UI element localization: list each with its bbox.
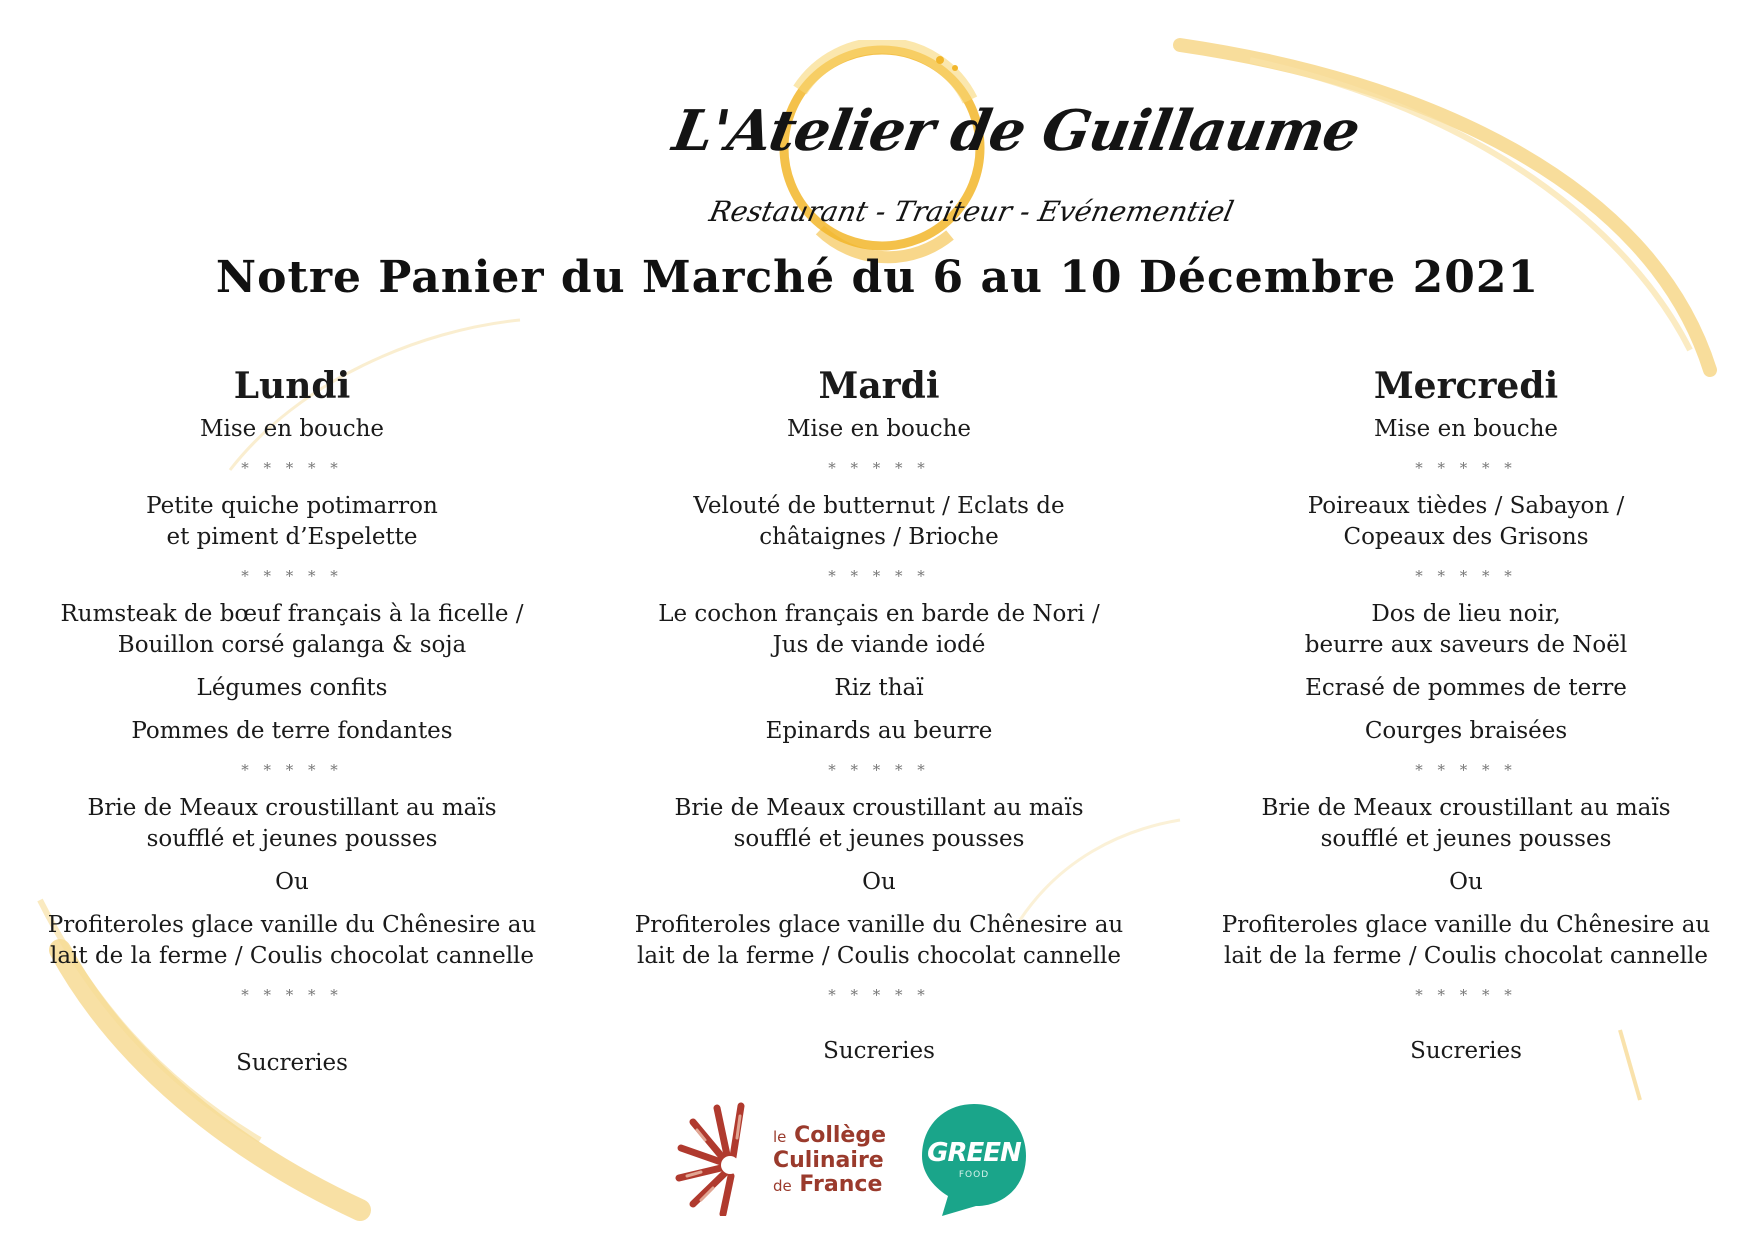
- green-food-logo: [918, 1100, 1030, 1218]
- menu-item-main-line: Jus de viande iodé: [772, 632, 986, 658]
- college-sunburst-icon: [675, 1098, 771, 1216]
- menu-item-main-line: Le cochon français en barde de Nori /: [658, 601, 1100, 627]
- menu-item-cheese-line: Brie de Meaux croustillant au maïs: [87, 795, 497, 821]
- separator: * * * * *: [241, 986, 343, 1004]
- menu-item-sweets: Sucreries: [1410, 1038, 1522, 1064]
- college-line3: France: [799, 1172, 883, 1197]
- menu-item-or: Ou: [862, 869, 896, 895]
- logo-tagline: Restaurant - Traiteur - Evénementiel: [706, 195, 1237, 228]
- separator: * * * * *: [1415, 459, 1517, 477]
- menu-item-amuse: Mise en bouche: [199, 416, 385, 442]
- menu-item-main-line: Dos de lieu noir,: [1371, 601, 1561, 627]
- day-heading: Mercredi: [1373, 365, 1559, 407]
- separator: * * * * *: [828, 986, 930, 1004]
- menu-item-sweets: Sucreries: [823, 1038, 935, 1064]
- menu-item-or: Ou: [1449, 869, 1483, 895]
- restaurant-logo: [650, 40, 1365, 265]
- menu-column-mercredi: [1206, 358, 1726, 1067]
- menu-item-main-line: Bouillon corsé galanga & soja: [117, 632, 467, 658]
- menu-item-starter-line: Petite quiche potimarron: [146, 493, 438, 519]
- menu-item-or: Ou: [275, 869, 309, 895]
- menu-item-starter-line: et piment d’Espelette: [166, 524, 418, 550]
- green-sub: FOOD: [958, 1170, 990, 1180]
- college-line1: Collège: [794, 1123, 887, 1148]
- menu-item-starter-line: châtaignes / Brioche: [759, 524, 999, 550]
- college-culinaire-logo: [675, 1098, 887, 1216]
- menu-column-mardi: [619, 358, 1139, 1067]
- menu-item-dessert-line: Profiteroles glace vanille du Chênesire au: [634, 912, 1124, 938]
- page-title: Notre Panier du Marché du 6 au 10 Décembre 2021: [215, 252, 1540, 303]
- separator: * * * * *: [241, 459, 343, 477]
- menu-item-dessert-line: lait de la ferme / Coulis chocolat cannelle: [1223, 943, 1709, 969]
- day-heading: Lundi: [233, 365, 351, 407]
- college-prefix: le: [773, 1128, 787, 1146]
- separator: * * * * *: [241, 567, 343, 585]
- college-name: [773, 1124, 886, 1198]
- menu-item-dessert-line: Profiteroles glace vanille du Chênesire au: [47, 912, 537, 938]
- menu-item-cheese-line: soufflé et jeunes pousses: [146, 826, 438, 852]
- menu-item-starter-line: Copeaux des Grisons: [1343, 524, 1589, 550]
- menu-item-main-line: Rumsteak de bœuf français à la ficelle /: [60, 601, 524, 627]
- menu-item-dessert-line: lait de la ferme / Coulis chocolat cannelle: [49, 943, 535, 969]
- menu-column-lundi: [32, 358, 552, 1079]
- menu-item-cheese-line: soufflé et jeunes pousses: [1320, 826, 1612, 852]
- menu-item-starter-line: Poireaux tièdes / Sabayon /: [1307, 493, 1625, 519]
- day-heading: Mardi: [818, 365, 940, 407]
- separator: * * * * *: [1415, 761, 1517, 779]
- separator: * * * * *: [828, 459, 930, 477]
- separator: * * * * *: [1415, 567, 1517, 585]
- logo-name: L'Atelier de Guillaume: [668, 98, 1365, 164]
- menu-item-side: Ecrasé de pommes de terre: [1305, 675, 1627, 701]
- college-line2: Culinaire: [773, 1148, 884, 1173]
- menu-item-amuse: Mise en bouche: [786, 416, 972, 442]
- college-prefix: de: [773, 1177, 792, 1195]
- menu-item-starter-line: Velouté de butternut / Eclats de: [693, 493, 1065, 519]
- menu-item-dessert-line: Profiteroles glace vanille du Chênesire au: [1221, 912, 1711, 938]
- separator: * * * * *: [828, 761, 930, 779]
- menu-item-side: Légumes confits: [196, 675, 388, 701]
- separator: * * * * *: [828, 567, 930, 585]
- green-name: GREEN: [927, 1138, 1021, 1168]
- menu-item-sweets: Sucreries: [236, 1050, 348, 1076]
- menu-item-amuse: Mise en bouche: [1373, 416, 1559, 442]
- menu-item-side: Courges braisées: [1364, 718, 1568, 744]
- menu-item-cheese-line: Brie de Meaux croustillant au maïs: [1261, 795, 1671, 821]
- menu-item-side: Epinards au beurre: [765, 718, 993, 744]
- menu-item-side: Riz thaï: [834, 675, 924, 701]
- separator: * * * * *: [1415, 986, 1517, 1004]
- menu-item-dessert-line: lait de la ferme / Coulis chocolat cannelle: [636, 943, 1122, 969]
- menu-item-main-line: beurre aux saveurs de Noël: [1304, 632, 1628, 658]
- separator: * * * * *: [241, 761, 343, 779]
- menu-item-cheese-line: soufflé et jeunes pousses: [733, 826, 1025, 852]
- menu-item-cheese-line: Brie de Meaux croustillant au maïs: [674, 795, 1084, 821]
- menu-item-side: Pommes de terre fondantes: [131, 718, 453, 744]
